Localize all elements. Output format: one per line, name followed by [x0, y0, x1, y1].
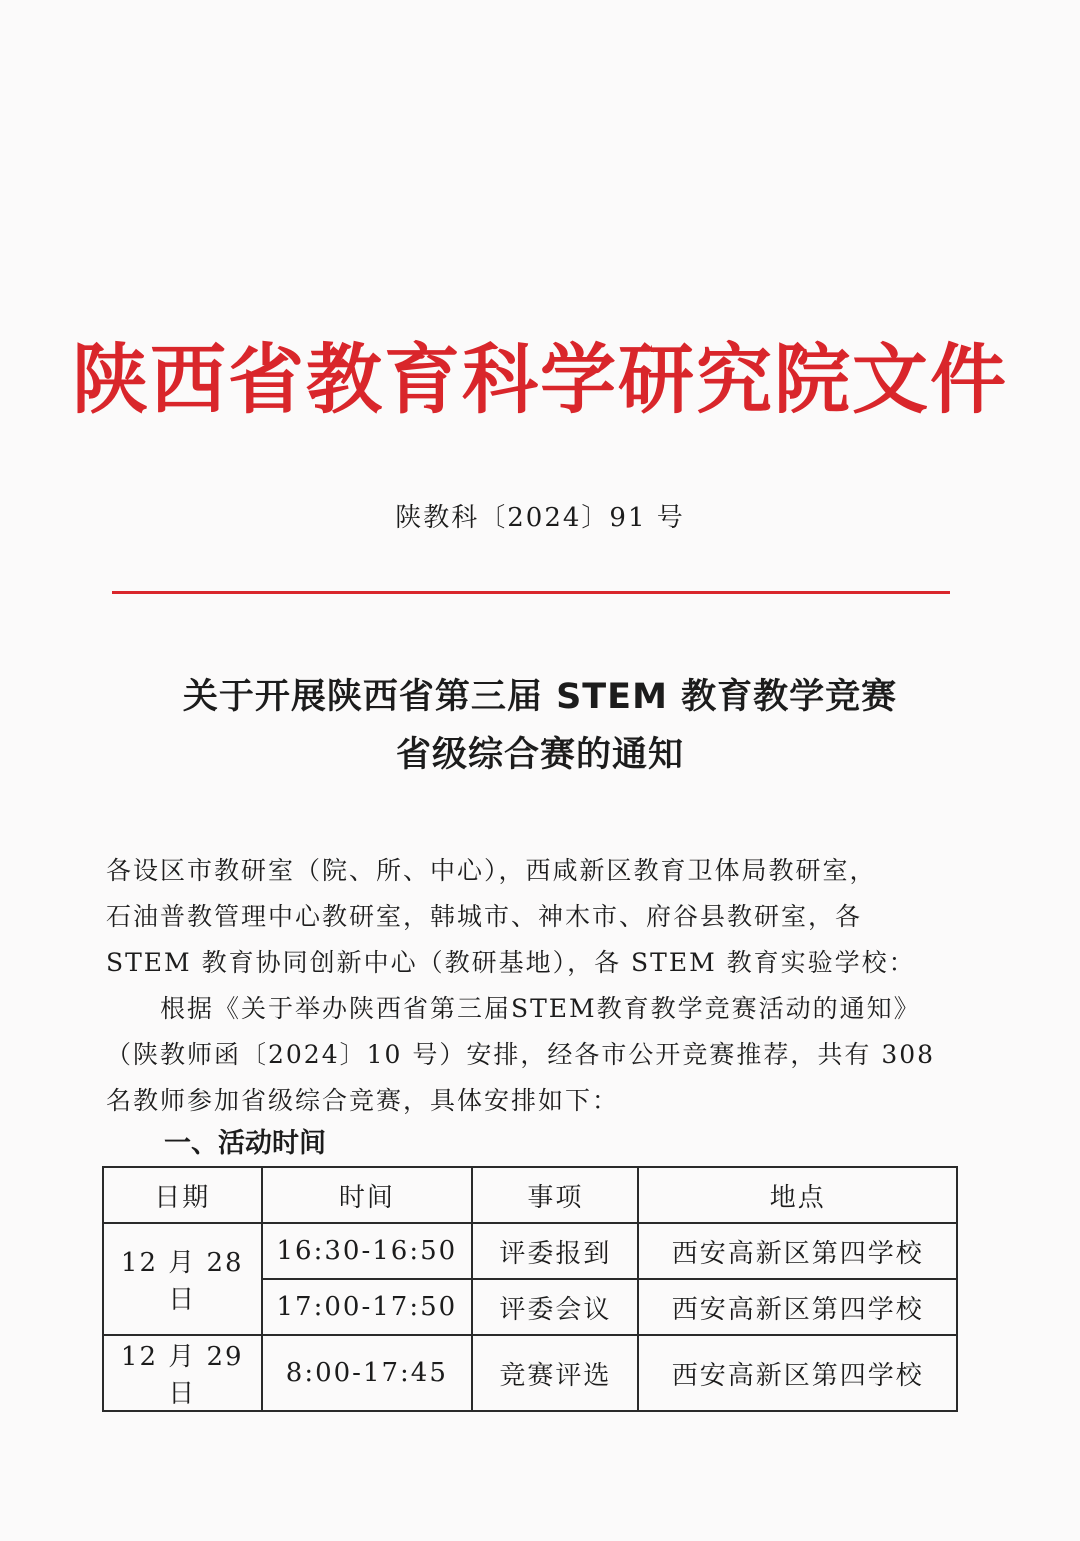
cell-time: 8:00-17:45: [262, 1335, 473, 1411]
table-header-row: [103, 1167, 957, 1223]
notice-title-line-2: 省级综合赛的通知: [395, 735, 684, 775]
cell-date: 12 月 29 日: [103, 1335, 262, 1411]
cell-place: 西安高新区第四学校: [638, 1279, 957, 1335]
table-row: [103, 1223, 957, 1279]
cell-item: 评委报到: [472, 1223, 638, 1279]
document-number: 陕教科〔2024〕91 号: [395, 503, 685, 533]
paragraph-line: 根据《关于举办陕西省第三届STEM教育教学竞赛活动的通知》: [160, 994, 921, 1023]
header-place: 地点: [638, 1167, 957, 1223]
cell-item: 竞赛评选: [472, 1335, 638, 1411]
section-heading-activity-time: 一、活动时间: [164, 1128, 326, 1159]
cell-date: 12 月 28 日: [103, 1223, 262, 1335]
org-header-title: 陕西省教育科学研究院文件: [72, 335, 1008, 424]
cell-place: 西安高新区第四学校: [638, 1335, 957, 1411]
table-row: [103, 1335, 957, 1411]
schedule-table: [102, 1166, 958, 1412]
cell-item: 评委会议: [472, 1279, 638, 1335]
addressee-line: STEM 教育协同创新中心（教研基地），各 STEM 教育实验学校：: [106, 948, 916, 977]
paragraph-line: 名教师参加省级综合竞赛，具体安排如下：: [106, 1086, 620, 1115]
paragraph-line: （陕教师函〔2024〕10 号）安排，经各市公开竞赛推荐，共有 308: [106, 1040, 936, 1069]
notice-title-line-1: 关于开展陕西省第三届 STEM 教育教学竞赛: [182, 677, 898, 717]
addressee-line: 石油普教管理中心教研室，韩城市、神木市、府谷县教研室，各: [106, 902, 863, 931]
cell-place: 西安高新区第四学校: [638, 1223, 957, 1279]
header-time: 时间: [262, 1167, 473, 1223]
notice-title: [0, 668, 1080, 784]
cell-time: 17:00-17:50: [262, 1279, 473, 1335]
addressee-line: 各设区市教研室（院、所、中心），西咸新区教育卫体局教研室，: [106, 856, 877, 885]
notice-body: [106, 848, 956, 1124]
header-date: 日期: [103, 1167, 262, 1223]
header-item: 事项: [472, 1167, 638, 1223]
red-divider-line: [112, 591, 950, 594]
cell-time: 16:30-16:50: [262, 1223, 473, 1279]
